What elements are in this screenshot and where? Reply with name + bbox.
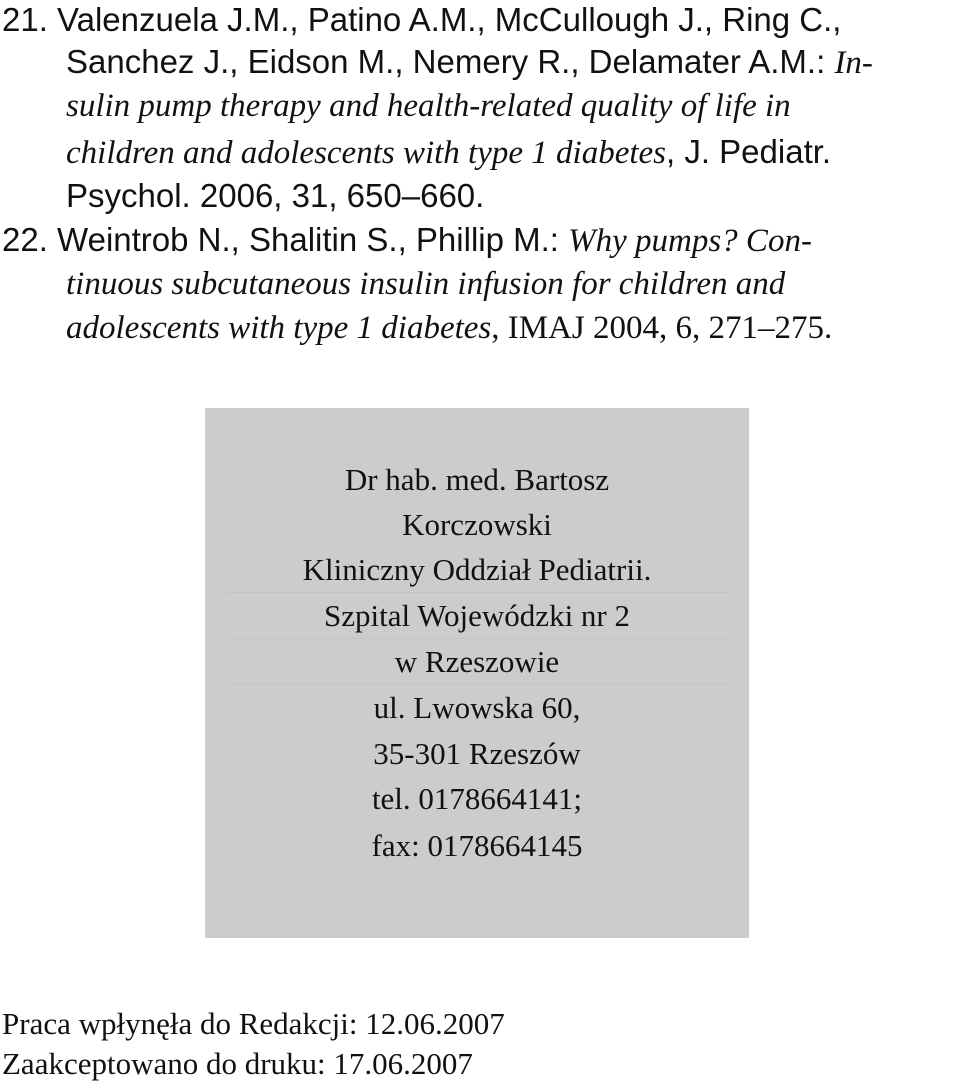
divider [227,684,727,685]
fax-number: fax: 0178664145 [371,828,583,863]
street-address: ul. Lwowska 60, [373,690,581,725]
city: w Rzeszowie [394,644,560,679]
reference-21-line-3: sulin pump therapy and health-related quality of life in [66,88,791,124]
divider [227,592,727,593]
reference-22-line-3: adolescents with type 1 diabetes, IMAJ 2004, 6, 271–275. [66,310,833,346]
phone-number: tel. 0178664141; [371,781,583,816]
reference-22-line-2: tinuous subcutaneous insulin infusion for children and [66,266,786,302]
reference-21-line-2: Sanchez J., Eidson M., Nemery R., Delamater A.M.: In- [66,43,873,81]
postal-address: 35-301 Rzeszów [373,736,581,771]
reference-21-line-1: 21. Valenzuela J.M., Patino A.M., McCullough J., Ring C., [2,1,842,38]
accepted-date: Zaakceptowano do druku: 17.06.2007 [2,1046,473,1081]
divider [227,638,727,639]
reference-21-line-5: Psychol. 2006, 31, 650–660. [66,177,485,214]
reference-22-line-1: 22. Weintrob N., Shalitin S., Phillip M.: Why pumps? Con- [2,221,812,259]
author-name-line-1: Dr hab. med. Bartosz [344,462,610,497]
department: Kliniczny Oddział Pediatrii. [302,552,652,587]
received-date: Praca wpłynęła do Redakcji: 12.06.2007 [2,1006,505,1041]
author-name-line-2: Korczowski [402,507,552,542]
hospital: Szpital Wojewódzki nr 2 [323,598,631,633]
reference-21-line-4: children and adolescents with type 1 diabetes, J. Pediatr. [66,133,832,171]
author-contact-box [205,408,749,938]
